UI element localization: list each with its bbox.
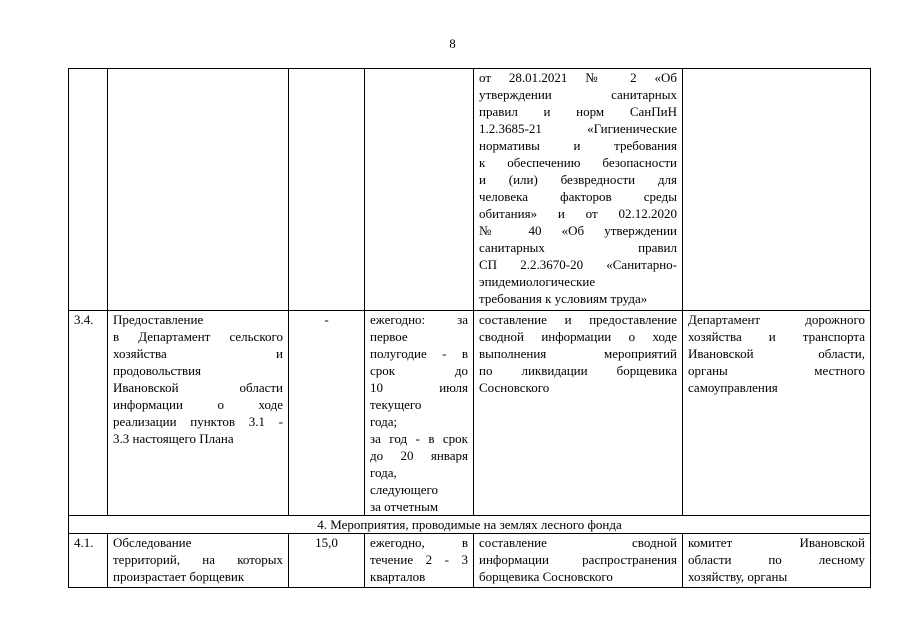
cell-text-line: № 40 «Об утверждении <box>479 223 677 238</box>
cell-text-line: требования к условиям труда» <box>479 291 648 306</box>
cell-text-line: продовольствия <box>113 363 202 378</box>
cell-text-line: Ивановской области <box>113 380 283 395</box>
cell-text-line: от 28.01.2021 № 2 «Об <box>479 70 677 85</box>
cell-volume <box>289 69 365 311</box>
cell-text-line: года; <box>370 414 398 429</box>
cell-activity <box>108 311 289 516</box>
cell-text-line: органы местного <box>688 363 865 378</box>
cell-text-line: реализации пунктов 3.1 - <box>113 414 283 429</box>
cell-text-line: эпидемиологические <box>479 274 596 289</box>
cell-text-line: полугодие - в <box>370 346 468 361</box>
cell-text-line: выполнения мероприятий <box>479 346 677 361</box>
cell-text-line: текущего <box>370 397 422 412</box>
cell-text-line: ежегодно: за <box>370 312 468 327</box>
cell-text-line: утверждении санитарных <box>479 87 677 102</box>
cell-text-line: СП 2.2.3670-20 «Санитарно- <box>479 257 677 272</box>
section-4-title: 4. Мероприятия, проводимые на землях лесного фонда <box>69 516 871 534</box>
cell-text-line: области по лесному <box>688 552 865 567</box>
cell-text-line: комитет Ивановской <box>688 535 865 550</box>
cell-text-line: течение 2 - 3 <box>370 552 468 567</box>
cell-text-line: информации о ходе <box>113 397 283 412</box>
table-row-4-1 <box>69 534 871 588</box>
cell-text-line: составление и предоставление <box>479 312 677 327</box>
cell-text-line: в Департамент сельского <box>113 329 283 344</box>
cell-text-line: хозяйству, органы <box>688 569 788 584</box>
cell-volume: - <box>289 311 365 516</box>
cell-text-line: к обеспечению безопасности <box>479 155 677 170</box>
cell-deadline <box>365 534 474 588</box>
cell-text-line: человека факторов среды <box>479 189 677 204</box>
cell-volume: 15,0 <box>289 534 365 588</box>
cell-text-line: Предоставление <box>113 312 204 327</box>
cell-text-line: территорий, на которых <box>113 552 283 567</box>
cell-deadline <box>365 311 474 516</box>
cell-text-line: следующего <box>370 482 438 497</box>
cell-deadline <box>365 69 474 311</box>
cell-text-line: борщевика Сосновского <box>479 569 613 584</box>
cell-text-line: срок до <box>370 363 468 378</box>
cell-text-line: хозяйства и транспорта <box>688 329 865 344</box>
cell-number <box>69 69 108 311</box>
cell-text-line: первое <box>370 329 408 344</box>
cell-text-line: до 20 января <box>370 448 468 463</box>
cell-text-line: нормативы и требования <box>479 138 677 153</box>
cell-text-line: Департамент дорожного <box>688 312 865 327</box>
cell-legal-basis <box>474 69 683 311</box>
cell-text-line: санитарных правил <box>479 240 677 255</box>
cell-text-line: 1.2.3685-21 «Гигиенические <box>479 121 677 136</box>
table-row-3-4 <box>69 311 871 516</box>
cell-text-line: 10 июля <box>370 380 468 395</box>
table-row-continuation <box>69 69 871 311</box>
cell-text-line: за год - в срок <box>370 431 468 446</box>
section-heading-row <box>69 516 871 534</box>
cell-text-line: ежегодно, в <box>370 535 468 550</box>
cell-number: 3.4. <box>69 311 108 516</box>
cell-number: 4.1. <box>69 534 108 588</box>
cell-text-line: сводной информации о ходе <box>479 329 677 344</box>
cell-text-line: года, <box>370 465 397 480</box>
cell-text-line: Ивановской области, <box>688 346 865 361</box>
cell-responsible <box>683 69 871 311</box>
cell-responsible <box>683 534 871 588</box>
cell-activity <box>108 534 289 588</box>
cell-text-line: кварталов <box>370 569 426 584</box>
cell-text-line: самоуправления <box>688 380 778 395</box>
cell-text-line: Сосновского <box>479 380 550 395</box>
cell-text-line: Обследование <box>113 535 192 550</box>
cell-text-line: произрастает борщевик <box>113 569 245 584</box>
cell-text-line: обитания» и от 02.12.2020 <box>479 206 677 221</box>
cell-text-line: информации распространения <box>479 552 677 567</box>
cell-text-line: составление сводной <box>479 535 677 550</box>
cell-result <box>474 311 683 516</box>
cell-text-line: хозяйства и <box>113 346 283 361</box>
cell-text-line: и (или) безвредности для <box>479 172 677 187</box>
cell-text-line: 3.3 настоящего Плана <box>113 431 234 446</box>
cell-activity <box>108 69 289 311</box>
plan-table <box>68 68 871 588</box>
cell-text-line: за отчетным <box>370 499 439 514</box>
cell-text-line: правил и норм СанПиН <box>479 104 677 119</box>
page-number: 8 <box>449 36 456 51</box>
cell-responsible <box>683 311 871 516</box>
cell-result <box>474 534 683 588</box>
cell-text-line: по ликвидации борщевика <box>479 363 677 378</box>
